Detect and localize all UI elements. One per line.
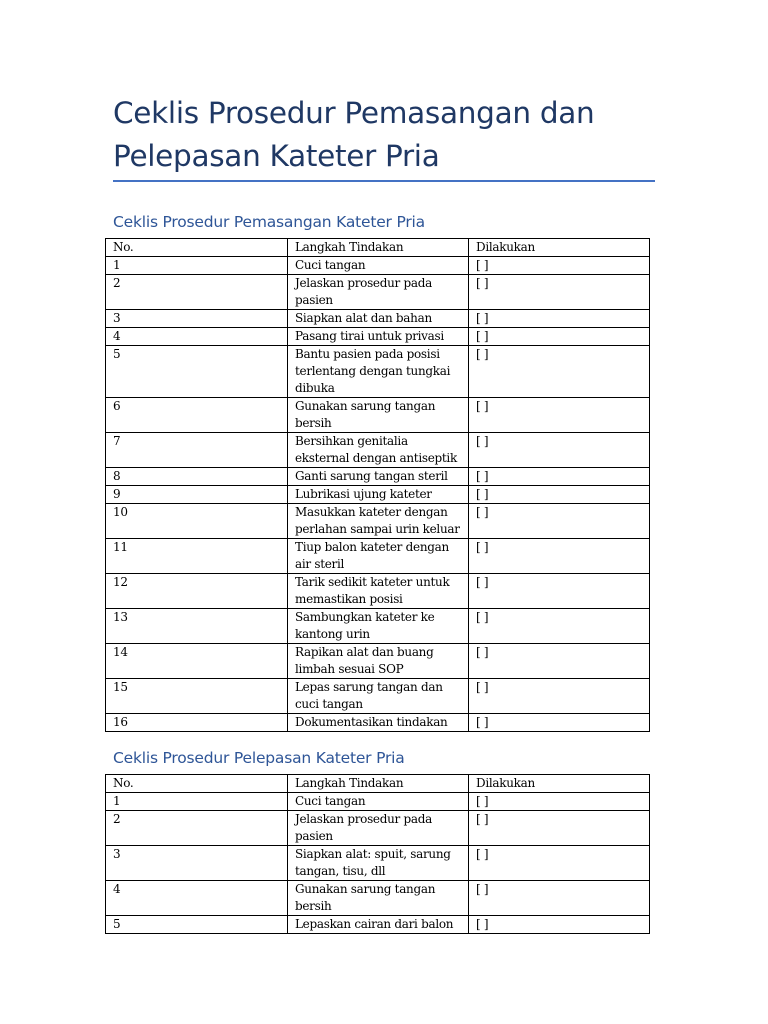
row-step-text: Jelaskan prosedur pada pasien bbox=[288, 811, 469, 846]
row-number: 12 bbox=[106, 574, 288, 609]
table-row bbox=[106, 881, 650, 916]
row-checkbox: [ ] bbox=[469, 310, 650, 328]
row-step-text: Lubrikasi ujung kateter bbox=[288, 486, 469, 504]
row-number: 4 bbox=[106, 328, 288, 346]
table-row bbox=[106, 310, 650, 328]
checklist-table-pelepasan bbox=[105, 774, 650, 934]
table-row bbox=[106, 644, 650, 679]
row-checkbox: [ ] bbox=[469, 916, 650, 934]
row-step-text: Bersihkan genitalia eksternal dengan antiseptik bbox=[288, 433, 469, 468]
table-row bbox=[106, 486, 650, 504]
table-header-row bbox=[106, 239, 650, 257]
table-row bbox=[106, 398, 650, 433]
table-row bbox=[106, 793, 650, 811]
column-header-done: Dilakukan bbox=[469, 239, 650, 257]
row-checkbox: [ ] bbox=[469, 644, 650, 679]
table-row bbox=[106, 257, 650, 275]
title-divider bbox=[113, 180, 655, 182]
row-number: 14 bbox=[106, 644, 288, 679]
table-row bbox=[106, 574, 650, 609]
row-step-text: Jelaskan prosedur pada pasien bbox=[288, 275, 469, 310]
table-row bbox=[106, 468, 650, 486]
row-checkbox: [ ] bbox=[469, 793, 650, 811]
column-header-done: Dilakukan bbox=[469, 775, 650, 793]
table-row bbox=[106, 714, 650, 732]
row-step-text: Tiup balon kateter dengan air steril bbox=[288, 539, 469, 574]
row-step-text: Siapkan alat dan bahan bbox=[288, 310, 469, 328]
row-number: 6 bbox=[106, 398, 288, 433]
row-checkbox: [ ] bbox=[469, 433, 650, 468]
table-row bbox=[106, 433, 650, 468]
row-checkbox: [ ] bbox=[469, 257, 650, 275]
row-step-text: Lepas sarung tangan dan cuci tangan bbox=[288, 679, 469, 714]
row-checkbox: [ ] bbox=[469, 574, 650, 609]
table-row bbox=[106, 275, 650, 310]
row-checkbox: [ ] bbox=[469, 398, 650, 433]
table-row bbox=[106, 539, 650, 574]
row-checkbox: [ ] bbox=[469, 328, 650, 346]
row-step-text: Pasang tirai untuk privasi bbox=[288, 328, 469, 346]
row-step-text: Sambungkan kateter ke kantong urin bbox=[288, 609, 469, 644]
row-step-text: Tarik sedikit kateter untuk memastikan posisi bbox=[288, 574, 469, 609]
column-header-no: No. bbox=[106, 775, 288, 793]
table-row bbox=[106, 328, 650, 346]
table-row bbox=[106, 346, 650, 398]
row-number: 2 bbox=[106, 811, 288, 846]
row-number: 2 bbox=[106, 275, 288, 310]
row-step-text: Lepaskan cairan dari balon bbox=[288, 916, 469, 934]
column-header-step: Langkah Tindakan bbox=[288, 775, 469, 793]
row-step-text: Cuci tangan bbox=[288, 257, 469, 275]
row-checkbox: [ ] bbox=[469, 881, 650, 916]
row-step-text: Masukkan kateter dengan perlahan sampai urin keluar bbox=[288, 504, 469, 539]
row-step-text: Bantu pasien pada posisi terlentang dengan tungkai dibuka bbox=[288, 346, 469, 398]
row-number: 4 bbox=[106, 881, 288, 916]
row-step-text: Cuci tangan bbox=[288, 793, 469, 811]
table-header-row bbox=[106, 775, 650, 793]
row-checkbox: [ ] bbox=[469, 846, 650, 881]
table-row bbox=[106, 504, 650, 539]
document-title: Ceklis Prosedur Pemasangan dan Pelepasan Kateter Pria bbox=[113, 96, 595, 173]
column-header-no: No. bbox=[106, 239, 288, 257]
table-row bbox=[106, 679, 650, 714]
row-checkbox: [ ] bbox=[469, 714, 650, 732]
row-number: 9 bbox=[106, 486, 288, 504]
row-checkbox: [ ] bbox=[469, 539, 650, 574]
row-checkbox: [ ] bbox=[469, 468, 650, 486]
row-number: 11 bbox=[106, 539, 288, 574]
row-checkbox: [ ] bbox=[469, 811, 650, 846]
row-number: 15 bbox=[106, 679, 288, 714]
row-step-text: Siapkan alat: spuit, sarung tangan, tisu, dll bbox=[288, 846, 469, 881]
checklist-table-pemasangan bbox=[105, 238, 650, 732]
column-header-step: Langkah Tindakan bbox=[288, 239, 469, 257]
table-row bbox=[106, 916, 650, 934]
row-number: 1 bbox=[106, 793, 288, 811]
row-step-text: Rapikan alat dan buang limbah sesuai SOP bbox=[288, 644, 469, 679]
row-checkbox: [ ] bbox=[469, 346, 650, 398]
row-step-text: Dokumentasikan tindakan bbox=[288, 714, 469, 732]
table-row bbox=[106, 846, 650, 881]
row-step-text: Gunakan sarung tangan bersih bbox=[288, 881, 469, 916]
section-heading-pemasangan: Ceklis Prosedur Pemasangan Kateter Pria bbox=[113, 213, 425, 231]
row-number: 5 bbox=[106, 916, 288, 934]
row-number: 7 bbox=[106, 433, 288, 468]
row-number: 13 bbox=[106, 609, 288, 644]
row-checkbox: [ ] bbox=[469, 275, 650, 310]
table-row bbox=[106, 811, 650, 846]
row-number: 3 bbox=[106, 846, 288, 881]
row-step-text: Ganti sarung tangan steril bbox=[288, 468, 469, 486]
row-number: 3 bbox=[106, 310, 288, 328]
row-checkbox: [ ] bbox=[469, 504, 650, 539]
row-checkbox: [ ] bbox=[469, 609, 650, 644]
row-step-text: Gunakan sarung tangan bersih bbox=[288, 398, 469, 433]
row-checkbox: [ ] bbox=[469, 486, 650, 504]
row-checkbox: [ ] bbox=[469, 679, 650, 714]
row-number: 1 bbox=[106, 257, 288, 275]
row-number: 5 bbox=[106, 346, 288, 398]
section-heading-pelepasan: Ceklis Prosedur Pelepasan Kateter Pria bbox=[113, 749, 405, 767]
row-number: 8 bbox=[106, 468, 288, 486]
row-number: 16 bbox=[106, 714, 288, 732]
table-row bbox=[106, 609, 650, 644]
row-number: 10 bbox=[106, 504, 288, 539]
